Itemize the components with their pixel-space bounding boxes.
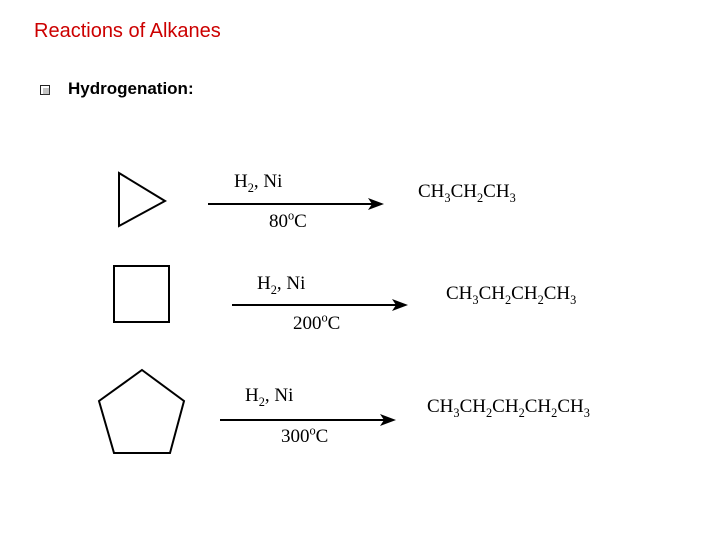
cyclobutane-structure	[112, 264, 172, 325]
reaction-1-condition: 80$^o$C	[269, 208, 307, 232]
slide-title: Reactions of Alkanes	[34, 20, 221, 42]
cyclopropane-structure	[116, 171, 168, 229]
reaction-1-reagent: $H_2$, Ni	[234, 171, 283, 195]
cyclopentane-structure	[96, 367, 190, 457]
reaction-1-arrow-icon	[208, 197, 388, 211]
reaction-2-product: $CH_3CH_2CH_2CH_3$	[446, 283, 577, 307]
reaction-3-reagent: $H_2$, Ni	[245, 385, 294, 409]
reaction-1-product: $CH_3CH_2CH_3$	[418, 181, 516, 205]
reaction-3-condition: 300$^o$C	[281, 423, 329, 447]
bullet-label: Hydrogenation:	[68, 79, 194, 98]
reaction-3-product: $CH_3CH_2CH_2CH_2CH_3$	[427, 396, 590, 420]
reaction-2-reagent: $H_2$, Ni	[257, 273, 306, 297]
reaction-2-condition: 200$^o$C	[293, 310, 341, 334]
checkbox-bullet-icon	[40, 85, 50, 95]
